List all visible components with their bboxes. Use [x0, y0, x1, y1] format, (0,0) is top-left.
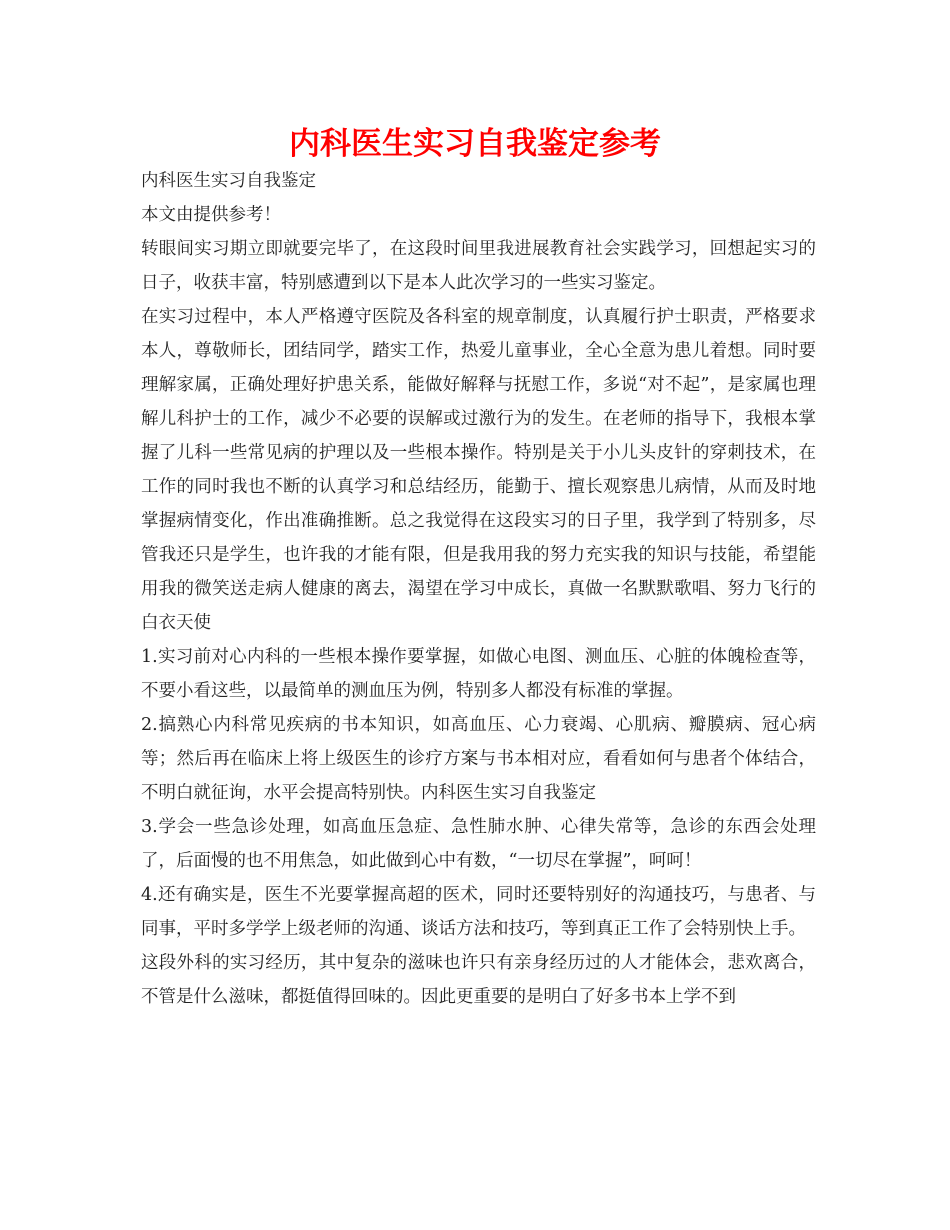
paragraph: 4.还有确实是，医生不光要掌握高超的医术，同时还要特别好的沟通技巧，与患者、与同事，平时多学学上级老师的沟通、谈话方法和技巧，等到真正工作了会特别快上手。	[141, 885, 816, 939]
paragraph: 1.实习前对心内科的一些根本操作要掌握，如做心电图、测血压、心脏的体魄检查等，不要小看这些，以最简单的测血压为例，特别多人都没有标准的掌握。	[141, 647, 816, 701]
paragraph: 3.学会一些急诊处理，如高血压急症、急性肺水肿、心律失常等，急诊的东西会处理了，后面慢的也不用焦急，如此做到心中有数，“一切尽在掌握”，呵呵！	[141, 817, 816, 871]
document-title: 内科医生实习自我鉴定参考	[289, 126, 661, 162]
paragraph: 转眼间实习期立即就要完毕了，在这段时间里我进展教育社会实践学习，回想起实习的日子，收获丰富，特别感遭到以下是本人此次学习的一些实习鉴定。	[141, 239, 816, 293]
document-body	[141, 164, 816, 1014]
paragraph: 本文由提供参考！	[141, 205, 281, 225]
paragraph: 2.搞熟心内科常见疾病的书本知识，如高血压、心力衰竭、心肌病、瓣膜病、冠心病等；然后再在临床上将上级医生的诊疗方案与书本相对应，看看如何与患者个体结合，不明白就征询，水平会提高特别快。内科医生实习自我鉴定	[141, 715, 816, 803]
paragraph: 这段外科的实习经历，其中复杂的滋味也许只有亲身经历过的人才能体会，悲欢离合，不管是什么滋味，都挺值得回味的。因此更重要的是明白了好多书本上学不到	[141, 953, 816, 1007]
paragraph: 内科医生实习自我鉴定	[141, 171, 316, 191]
paragraph: 在实习过程中，本人严格遵守医院及各科室的规章制度，认真履行护士职责，严格要求本人，尊敬师长，团结同学，踏实工作，热爱儿童事业，全心全意为患儿着想。同时要理解家属，正确处理好护患关系，能做好解释与抚慰工作，多说“对不起”，是家属也理解儿科护士的工作，减少不必要的误解或过激行为的发生。在老师的指导下，我根本掌握了儿科一些常见病的护理以及一些根本操作。特别是关于小儿头皮针的穿刺技术，在工作的同时我也不断的认真学习和总结经历，能勤于、擅长观察患儿病情，从而及时地掌握病情变化，作出准确推断。总之我觉得在这段实习的日子里，我学到了特别多，尽管我还只是学生，也许我的才能有限，但是我用我的努力充实我的知识与技能，希望能用我的微笑送走病人健康的离去，渴望在学习中成长，真做一名默默歌唱、努力飞行的白衣天使	[141, 307, 816, 633]
